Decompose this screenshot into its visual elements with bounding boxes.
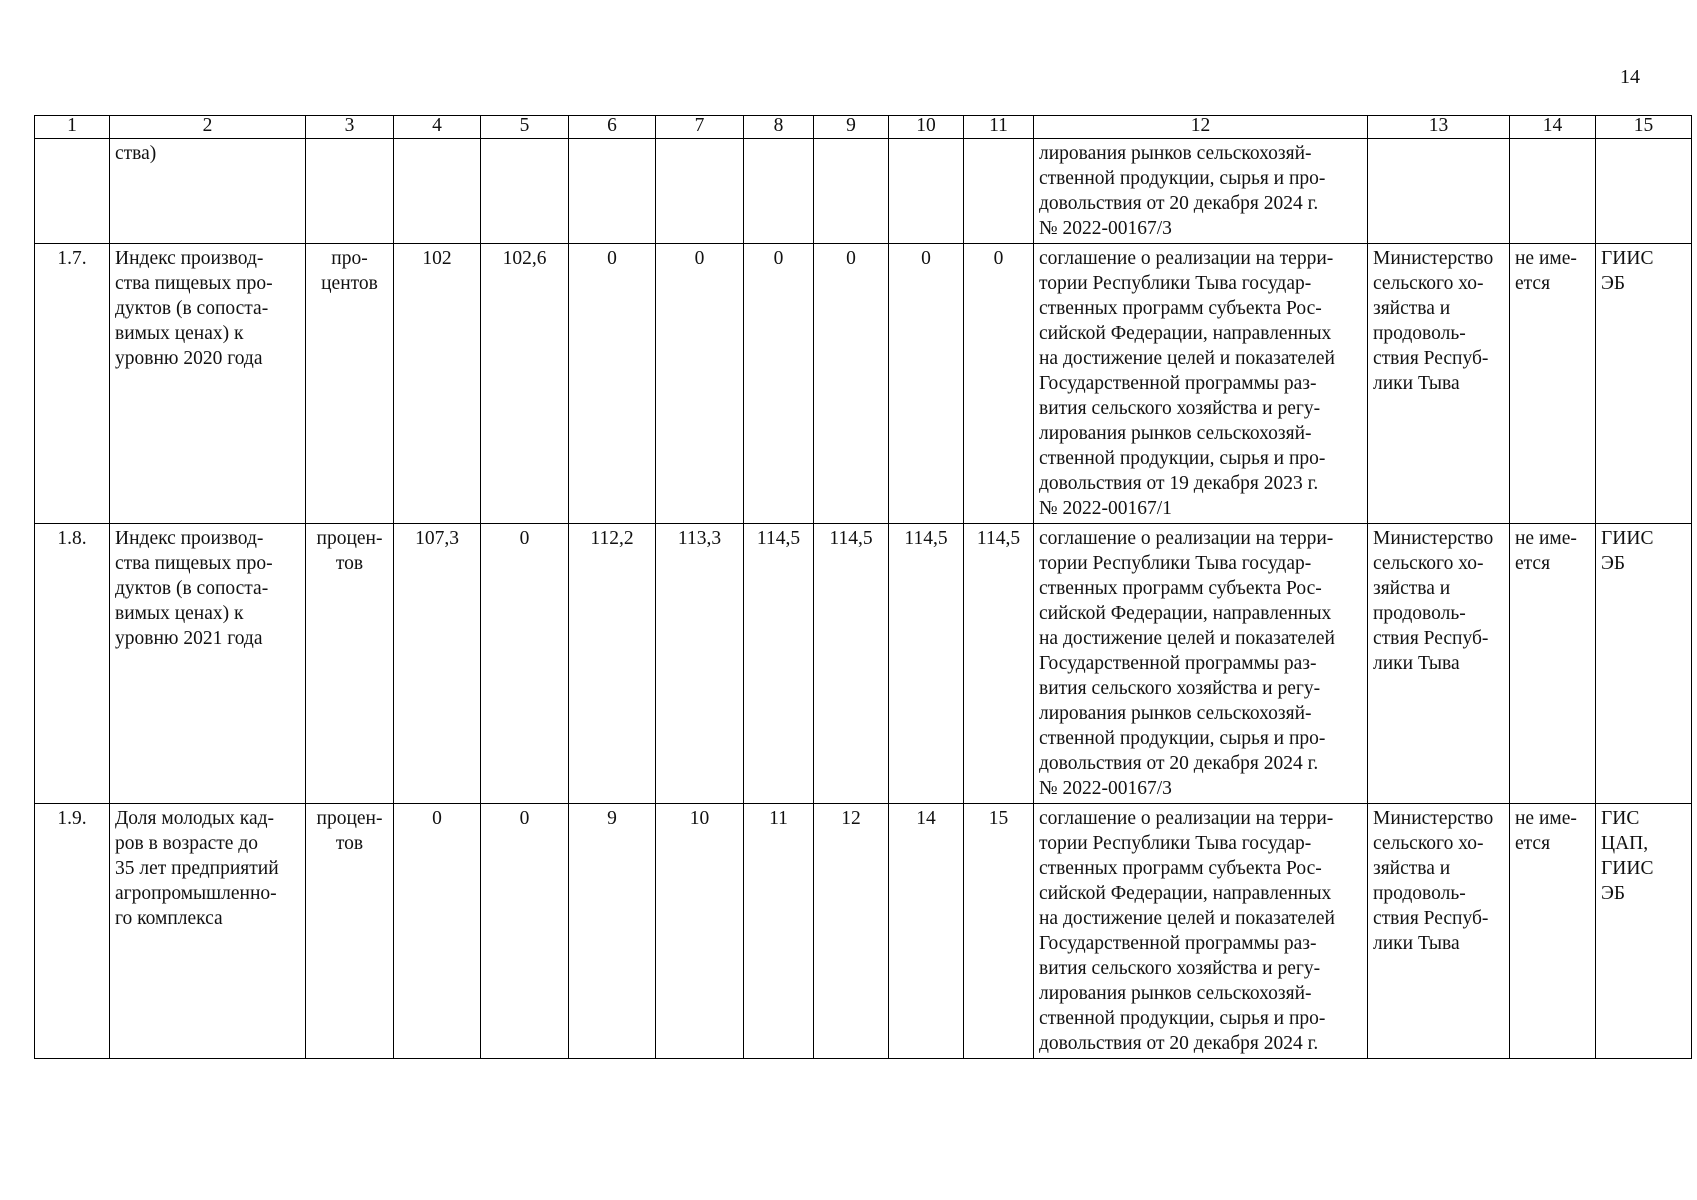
indicator-name: Индекс производ- ства пищевых про- дуктов (в сопоста- вимых ценах) к уровню 2021 года [110,524,306,804]
value-col7 [656,139,744,244]
column-header: 6 [569,116,656,139]
value-col10: 14 [889,804,964,1059]
row-number: 1.7. [35,244,110,524]
value-col5: 0 [481,804,569,1059]
value-col8: 0 [744,244,814,524]
source-document: соглашение о реализации на терри- тории Республики Тыва государ- ственных программ субъекта Рос- сийской Федерации, направленных на достижение целей и показателей Государственной программы раз- вития сельского хозяйства и регу- лирования рынков сельскохозяй- ственной продукции, сырья и про- довольствия от 20 декабря 2024 г. [1034,804,1368,1059]
row-number: 1.8. [35,524,110,804]
value-col4: 102 [394,244,481,524]
indicators-table [34,115,1692,1059]
value-col8 [744,139,814,244]
responsible-body [1368,139,1510,244]
availability: не име- ется [1510,804,1596,1059]
column-header: 11 [964,116,1034,139]
value-col4: 107,3 [394,524,481,804]
value-col6: 0 [569,244,656,524]
column-header: 8 [744,116,814,139]
source-document: лирования рынков сельскохозяй- ственной продукции, сырья и про- довольствия от 20 декабря 2024 г. № 2022-00167/3 [1034,139,1368,244]
unit: процен- тов [306,524,394,804]
responsible-body: Министерство сельского хо- зяйства и продоволь- ствия Респуб- лики Тыва [1368,244,1510,524]
source-document: соглашение о реализации на терри- тории Республики Тыва государ- ственных программ субъекта Рос- сийской Федерации, направленных на достижение целей и показателей Государственной программы раз- вития сельского хозяйства и регу- лирования рынков сельскохозяй- ственной продукции, сырья и про- довольствия от 19 декабря 2023 г. № 2022-00167/1 [1034,244,1368,524]
value-col11 [964,139,1034,244]
table-row [35,524,1692,804]
value-col9: 114,5 [814,524,889,804]
source-document: соглашение о реализации на терри- тории Республики Тыва государ- ственных программ субъекта Рос- сийской Федерации, направленных на достижение целей и показателей Государственной программы раз- вития сельского хозяйства и регу- лирования рынков сельскохозяй- ственной продукции, сырья и про- довольствия от 20 декабря 2024 г. № 2022-00167/3 [1034,524,1368,804]
column-header: 9 [814,116,889,139]
value-col10: 114,5 [889,524,964,804]
row-number [35,139,110,244]
column-header: 12 [1034,116,1368,139]
value-col11: 114,5 [964,524,1034,804]
table-row [35,804,1692,1059]
column-header: 7 [656,116,744,139]
value-col7: 0 [656,244,744,524]
indicator-name: ства) [110,139,306,244]
column-header: 10 [889,116,964,139]
column-header: 3 [306,116,394,139]
value-col9: 12 [814,804,889,1059]
table-row [35,244,1692,524]
header-row [35,116,1692,139]
value-col8: 11 [744,804,814,1059]
row-number: 1.9. [35,804,110,1059]
unit: про- центов [306,244,394,524]
column-header: 1 [35,116,110,139]
table-row-continuation [35,139,1692,244]
value-col7: 10 [656,804,744,1059]
value-col9 [814,139,889,244]
value-col5: 102,6 [481,244,569,524]
information-system [1596,139,1692,244]
column-header: 2 [110,116,306,139]
column-header: 5 [481,116,569,139]
indicator-name: Индекс производ- ства пищевых про- дуктов (в сопоста- вимых ценах) к уровню 2020 года [110,244,306,524]
availability [1510,139,1596,244]
unit: процен- тов [306,804,394,1059]
column-header: 4 [394,116,481,139]
information-system: ГИС ЦАП, ГИИС ЭБ [1596,804,1692,1059]
availability: не име- ется [1510,244,1596,524]
availability: не име- ется [1510,524,1596,804]
value-col4: 0 [394,804,481,1059]
unit [306,139,394,244]
column-header: 15 [1596,116,1692,139]
value-col6 [569,139,656,244]
value-col10 [889,139,964,244]
value-col6: 9 [569,804,656,1059]
value-col5: 0 [481,524,569,804]
value-col6: 112,2 [569,524,656,804]
value-col5 [481,139,569,244]
value-col11: 0 [964,244,1034,524]
responsible-body: Министерство сельского хо- зяйства и продоволь- ствия Респуб- лики Тыва [1368,804,1510,1059]
value-col9: 0 [814,244,889,524]
column-header: 13 [1368,116,1510,139]
indicator-name: Доля молодых кад- ров в возрасте до 35 лет предприятий агропромышленно- го комплекса [110,804,306,1059]
responsible-body: Министерство сельского хо- зяйства и продоволь- ствия Респуб- лики Тыва [1368,524,1510,804]
value-col8: 114,5 [744,524,814,804]
value-col7: 113,3 [656,524,744,804]
value-col11: 15 [964,804,1034,1059]
information-system: ГИИС ЭБ [1596,524,1692,804]
information-system: ГИИС ЭБ [1596,244,1692,524]
value-col4 [394,139,481,244]
value-col10: 0 [889,244,964,524]
page-number: 14 [1620,66,1640,88]
column-header: 14 [1510,116,1596,139]
